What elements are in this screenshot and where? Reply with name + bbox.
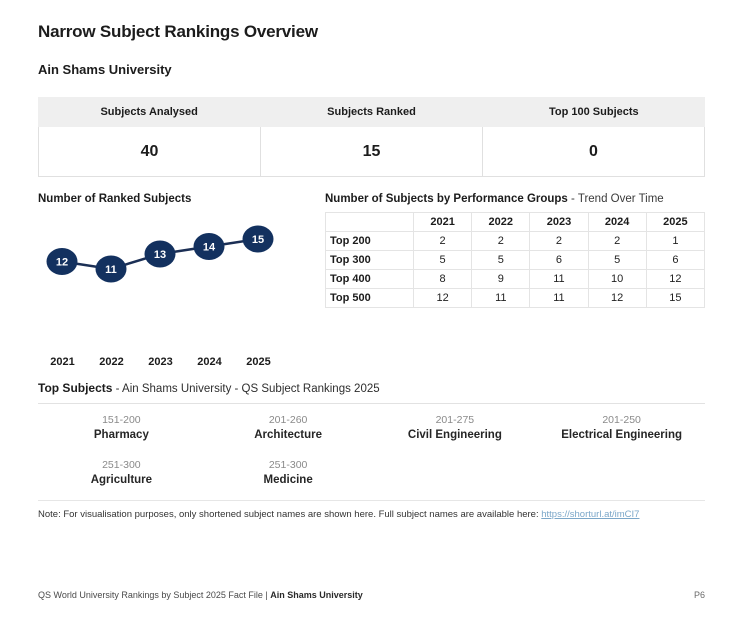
col-2023: 2023 [530, 213, 588, 232]
middle-section [38, 193, 705, 308]
performance-table-header-row [326, 213, 705, 232]
subject-item-agriculture [38, 459, 205, 486]
svg-text:13: 13 [153, 249, 167, 261]
university-name: Ain Shams University [38, 62, 172, 77]
performance-groups-section [325, 193, 705, 308]
page-footer [38, 590, 705, 600]
cell: 2 [414, 232, 472, 251]
row-label: Top 300 [326, 251, 414, 270]
svg-text:14: 14 [202, 241, 216, 254]
footer-university-name: Ain Shams University [270, 590, 363, 600]
ranked-subjects-section [38, 193, 288, 308]
subject-item-civil-engineering [372, 414, 539, 441]
subject-name: Civil Engineering [407, 429, 502, 441]
summary-stats-value-row [38, 127, 705, 177]
cell: 1 [646, 232, 704, 251]
subject-rank-range: 151-200 [102, 414, 141, 426]
svg-text:12: 12 [55, 256, 69, 269]
cell: 5 [414, 251, 472, 270]
table-row-top-200 [326, 232, 705, 251]
subject-name: Agriculture [90, 474, 153, 486]
chart-title: Number of Ranked Subjects [38, 193, 192, 205]
page-number: P6 [693, 590, 705, 600]
subject-item-medicine [205, 459, 372, 486]
svg-text:11: 11 [105, 264, 117, 276]
performance-groups-table [325, 212, 705, 308]
ranked-subjects-chart [38, 211, 288, 304]
table-row-top-300 [326, 251, 705, 270]
footnote [38, 509, 705, 520]
top-subjects-section [38, 381, 705, 501]
cell: 9 [472, 270, 530, 289]
axis-year: 2023 [148, 356, 173, 368]
col-2024: 2024 [588, 213, 646, 232]
subject-name: Medicine [263, 474, 313, 486]
col-2022: 2022 [472, 213, 530, 232]
stat-value-subjects-ranked: 15 [261, 127, 483, 177]
cell: 15 [646, 289, 704, 308]
performance-table-title [325, 193, 705, 205]
cell: 2 [588, 232, 646, 251]
subject-item-architecture [205, 414, 372, 441]
cell: 12 [414, 289, 472, 308]
cell: 5 [472, 251, 530, 270]
subject-rank-range: 201-260 [268, 414, 308, 426]
table-row-top-400 [326, 270, 705, 289]
row-label: Top 500 [326, 289, 414, 308]
performance-table-title-bold: Number of Subjects by Performance Groups [325, 193, 568, 205]
subject-name: Pharmacy [93, 429, 149, 441]
ranked-subjects-svg [38, 211, 288, 299]
cell: 2 [530, 232, 588, 251]
stat-label-top-100-subjects: Top 100 Subjects [483, 97, 705, 127]
cell: 11 [472, 289, 530, 308]
cell: 2 [472, 232, 530, 251]
axis-year: 2022 [99, 356, 124, 368]
subject-name: Electrical Engineering [561, 429, 683, 441]
subject-item-electrical-engineering [538, 414, 705, 441]
corner-cell [326, 213, 414, 232]
stat-label-subjects-ranked: Subjects Ranked [260, 97, 482, 127]
cell: 12 [588, 289, 646, 308]
cell: 8 [414, 270, 472, 289]
page-title: Narrow Subject Rankings Overview [38, 22, 318, 41]
divider [38, 500, 705, 501]
stat-value-subjects-analysed: 40 [38, 127, 261, 177]
svg-text:15: 15 [251, 234, 265, 246]
subject-rank-range: 201-250 [602, 414, 641, 426]
subject-rank-range: 251-300 [102, 459, 141, 471]
cell: 11 [530, 270, 588, 289]
cell: 6 [530, 251, 588, 270]
subject-rank-range: 201-275 [435, 414, 475, 426]
stat-value-top-100-subjects: 0 [483, 127, 705, 177]
axis-year: 2025 [246, 356, 271, 368]
summary-stats [38, 97, 705, 177]
cell: 5 [588, 251, 646, 270]
footer-left [38, 590, 363, 600]
stat-label-subjects-analysed: Subjects Analysed [38, 97, 260, 127]
cell: 11 [530, 289, 588, 308]
cell: 12 [646, 270, 704, 289]
chart-x-axis [38, 356, 288, 368]
row-label: Top 400 [326, 270, 414, 289]
summary-stats-header-row [38, 97, 705, 127]
cell: 10 [588, 270, 646, 289]
cell: 6 [646, 251, 704, 270]
axis-year: 2024 [197, 356, 222, 368]
full-subject-names-link[interactable]: https://shorturl.at/imCI7 [541, 509, 640, 520]
col-2021: 2021 [414, 213, 472, 232]
subject-item-pharmacy [38, 414, 205, 441]
divider [38, 403, 705, 404]
top-subjects-title-rest: - Ain Shams University - QS Subject Rankings 2025 [112, 383, 380, 395]
footer-report-name: QS World University Rankings by Subject 2025 Fact File | [38, 590, 271, 600]
table-row-top-500 [326, 289, 705, 308]
row-label: Top 200 [326, 232, 414, 251]
performance-table-title-rest: - Trend Over Time [567, 193, 664, 205]
subject-rank-range: 251-300 [268, 459, 308, 471]
top-subjects-title-bold: Top Subjects [38, 381, 113, 395]
footnote-text: Note: For visualisation purposes, only shortened subject names are shown here. Full subject names are available here: [38, 509, 542, 520]
top-subjects-grid [38, 414, 705, 486]
subject-name: Architecture [254, 429, 322, 441]
top-subjects-title [38, 381, 705, 395]
col-2025: 2025 [646, 213, 704, 232]
axis-year: 2021 [50, 356, 75, 368]
